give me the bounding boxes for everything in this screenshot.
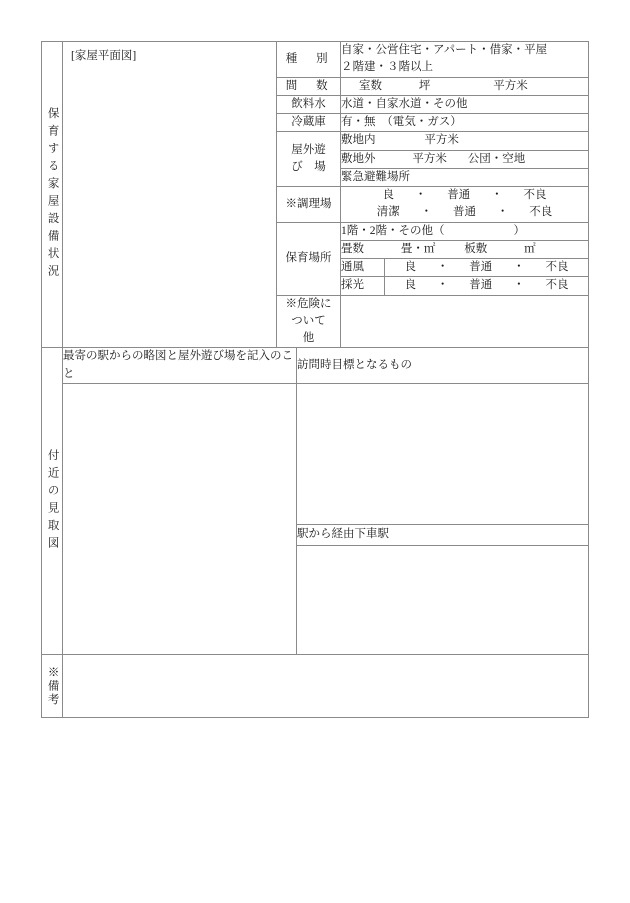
- value-drinking-water[interactable]: [341, 95, 589, 113]
- label-outdoor-playground: [277, 132, 341, 187]
- sketch-map-drawing-area[interactable]: [63, 383, 297, 654]
- spine-label-notes-text: ※備考: [46, 665, 59, 706]
- value-lighting[interactable]: [385, 277, 589, 295]
- header-route-sketch-text: 最寄の駅からの略図と屋外遊び場を記入のこと: [63, 350, 293, 380]
- board-floor-label: 板敷: [464, 242, 488, 255]
- tatami-count-label: 畳数: [341, 242, 364, 255]
- floorplan-drawing-area[interactable]: [63, 42, 277, 348]
- spine-label-map: [42, 348, 63, 655]
- remarks-area[interactable]: [63, 654, 589, 717]
- label-ventilation: [341, 259, 385, 277]
- kitchen-sep-4: ・: [496, 206, 509, 219]
- station-route-area[interactable]: [297, 545, 589, 654]
- label-outdoor-playground-line1: 屋外遊: [291, 143, 326, 156]
- label-refrigerator-text: 冷蔵庫: [291, 116, 326, 128]
- label-building-type-text: 種 別: [285, 52, 332, 65]
- value-refrigerator[interactable]: [341, 114, 589, 132]
- childcare-floor-options: 1階・2階・その他（ ）: [341, 224, 525, 237]
- header-station-route: [297, 524, 589, 545]
- spine-label-housing-text: 保育する家屋設備状況: [46, 107, 59, 283]
- label-building-type: [277, 42, 341, 78]
- kitchen-rating-good: 良: [382, 189, 394, 201]
- playground-outside-unit: 平方米: [412, 152, 447, 165]
- building-type-line2: ２階建・３階以上: [341, 61, 433, 74]
- playground-inside-label: 敷地内: [341, 134, 376, 147]
- board-floor-unit: ㎡: [524, 242, 536, 255]
- label-room-count-text: 間 数: [285, 79, 332, 92]
- room-count-unit-rooms: 室数: [359, 79, 382, 92]
- header-visit-landmark-text: 訪問時目標となるもの: [297, 358, 412, 371]
- kitchen-condition-row2: [341, 204, 588, 221]
- lighting-rating-good: 良: [404, 279, 416, 292]
- spine-label-housing: [42, 42, 63, 348]
- kitchen-sep-2: ・: [491, 189, 503, 201]
- kitchen-rating-poor: 不良: [523, 189, 547, 201]
- label-childcare-place: [277, 222, 341, 295]
- table-row: [42, 348, 589, 384]
- value-playground-inside[interactable]: [341, 132, 589, 150]
- label-kitchen-text: ※調理場: [285, 197, 332, 210]
- label-lighting-text: 採光: [341, 279, 364, 292]
- kitchen-cleanliness-label: 清潔: [376, 206, 400, 219]
- value-building-type[interactable]: [341, 42, 589, 78]
- value-room-count[interactable]: [341, 77, 589, 95]
- lighting-sep-2: ・: [513, 279, 525, 292]
- ventilation-rating-normal: 普通: [469, 261, 493, 273]
- visit-landmark-area[interactable]: [297, 383, 589, 524]
- value-emergency-evacuation[interactable]: [341, 168, 589, 186]
- ventilation-sep-2: ・: [513, 261, 525, 273]
- label-kitchen: [277, 187, 341, 223]
- lighting-sep-1: ・: [436, 279, 449, 292]
- label-childcare-place-text: 保育場所: [285, 251, 332, 264]
- emergency-evacuation-label: 緊急避難場所: [341, 170, 410, 183]
- spine-label-map-text: 付近の見取図: [46, 448, 59, 554]
- ventilation-sep-1: ・: [436, 261, 449, 273]
- table-row: [42, 383, 589, 524]
- label-outdoor-playground-line2: び 場: [291, 161, 326, 174]
- ventilation-rating-good: 良: [404, 261, 416, 273]
- room-count-unit-sqm: 平方米: [493, 79, 528, 92]
- tatami-unit: 畳・㎡: [400, 242, 436, 255]
- kitchen-sep-1: ・: [414, 189, 427, 201]
- room-count-unit-tsubo: 坪: [418, 79, 431, 92]
- kitchen-rating-normal: 普通: [447, 189, 471, 201]
- table-row: [42, 654, 589, 717]
- value-playground-outside[interactable]: [341, 150, 589, 168]
- kitchen-cleanliness-poor: 不良: [529, 206, 553, 219]
- kitchen-cleanliness-normal: 普通: [453, 206, 476, 219]
- floorplan-caption: [家屋平面図]: [71, 50, 137, 62]
- label-ventilation-text: 通風: [341, 261, 364, 273]
- label-room-count: [277, 77, 341, 95]
- label-lighting: [341, 277, 385, 295]
- label-refrigerator: [277, 114, 341, 132]
- header-route-sketch: [63, 348, 297, 384]
- value-kitchen-condition[interactable]: [341, 187, 589, 223]
- childcare-survey-form: [41, 41, 589, 718]
- refrigerator-options: 有・無 （電気・ガス）: [341, 116, 462, 128]
- playground-outside-label: 敷地外: [341, 152, 376, 165]
- playground-inside-unit: 平方米: [424, 134, 459, 147]
- value-childcare-floor[interactable]: [341, 222, 589, 240]
- lighting-rating-normal: 普通: [469, 279, 493, 292]
- kitchen-condition-row1: [341, 187, 588, 204]
- label-danger-notes: [277, 295, 341, 348]
- label-drinking-water: [277, 95, 341, 113]
- label-danger-line3: 他: [302, 332, 315, 344]
- spine-label-notes: [42, 654, 63, 717]
- label-danger-line1: ※危険に: [285, 297, 332, 310]
- value-tatami-area[interactable]: [341, 240, 589, 258]
- building-type-line1: 自家・公営住宅・アパート・借家・平屋: [341, 44, 548, 56]
- value-danger-notes[interactable]: [341, 295, 589, 348]
- header-visit-landmark: [297, 348, 589, 384]
- ventilation-rating-poor: 不良: [545, 261, 569, 273]
- label-drinking-water-text: 飲料水: [291, 97, 326, 110]
- label-danger-line2: ついて: [291, 314, 326, 327]
- value-ventilation[interactable]: [385, 259, 589, 277]
- kitchen-sep-3: ・: [420, 206, 433, 219]
- playground-outside-extra: 公団・空地: [467, 152, 526, 165]
- lighting-rating-poor: 不良: [545, 279, 569, 292]
- drinking-water-options: 水道・自家水道・その他: [341, 97, 468, 110]
- table-row: [42, 42, 589, 78]
- header-station-route-text: 駅から経由下車駅: [297, 528, 389, 541]
